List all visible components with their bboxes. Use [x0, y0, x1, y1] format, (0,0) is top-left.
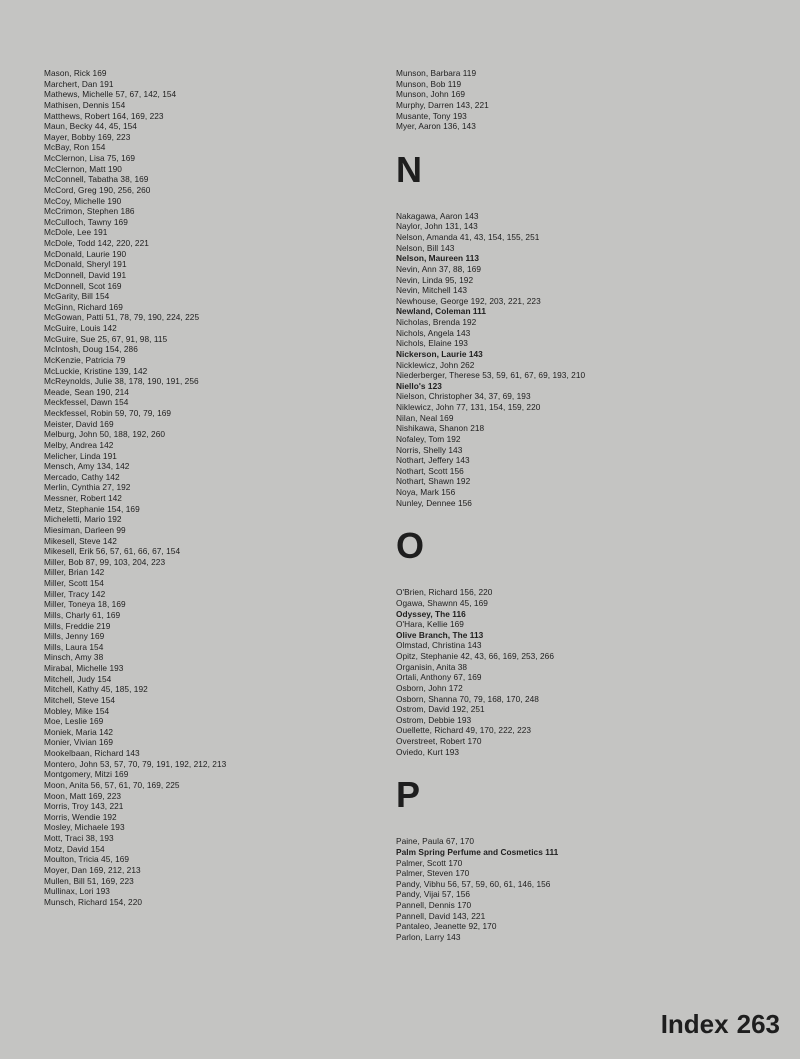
- index-entry: Meckfessel, Robin 59, 70, 79, 169: [44, 408, 172, 418]
- index-entry: Miller, Scott 154: [44, 578, 104, 588]
- index-entry: Monier, Vivian 169: [44, 737, 114, 748]
- index-entry: Metz, Stephanie 154, 169: [44, 503, 140, 514]
- index-entry: McCord, Greg 190, 256, 260: [44, 184, 151, 195]
- index-entry: Melicher, Linda 191: [44, 450, 117, 461]
- index-entry: Pannell, Dennis 170: [396, 900, 472, 910]
- index-entry: Matthews, Robert 164, 169, 223: [44, 110, 164, 121]
- index-entry: Mills, Jenny 169: [44, 631, 105, 642]
- index-entry: Ostrom, David 192, 251: [396, 704, 485, 715]
- index-entry: Mitchell, Judy 154: [44, 673, 112, 684]
- index-entry: Nunley, Dennee 156: [396, 497, 472, 508]
- index-entry: Munson, Barbara 119: [396, 68, 477, 78]
- index-entry: McDole, Lee 191: [44, 227, 108, 238]
- index-entry: McGowan, Patti 51, 78, 79, 190, 224, 225: [44, 312, 200, 323]
- section-letter-heading: P: [396, 774, 421, 816]
- index-entry: Nichols, Elaine 193: [396, 338, 468, 349]
- index-entry: Nevin, Mitchell 143: [396, 285, 468, 296]
- index-entry: McCulloch, Tawny 169: [44, 216, 128, 227]
- index-entry: Moon, Matt 169, 223: [44, 790, 122, 801]
- index-entry: Melburg, John 50, 188, 192, 260: [44, 429, 166, 440]
- index-entry: McGuire, Louis 142: [44, 323, 117, 333]
- index-entry: McDonald, Laurie 190: [44, 248, 127, 259]
- index-entry: Mills, Charly 61, 169: [44, 609, 121, 620]
- index-entry: Nilan, Neal 169: [396, 412, 454, 423]
- page-footer: [653, 1004, 780, 1044]
- index-entry: Miller, Bob 87, 99, 103, 204, 223: [44, 556, 166, 567]
- index-entry: Osborn, Shanna 70, 79, 168, 170, 248: [396, 693, 539, 704]
- index-entry: Munson, John 169: [396, 89, 466, 100]
- index-entry: Meister, David 169: [44, 418, 114, 429]
- index-entry: Mobley, Mike 154: [44, 705, 110, 716]
- index-entry: Myer, Aaron 136, 143: [396, 121, 476, 132]
- section-letter-heading: N: [396, 148, 422, 190]
- index-entry: Mikesell, Erik 56, 57, 61, 66, 67, 154: [44, 546, 181, 557]
- index-entry: Nakagawa, Aaron 143: [396, 210, 479, 221]
- index-entry: Pandy, Vijai 57, 156: [396, 889, 471, 900]
- index-entry: Meade, Sean 190, 214: [44, 386, 129, 397]
- index-entry: McGinn, Richard 169: [44, 301, 123, 312]
- index-entry: Mikesell, Steve 142: [44, 535, 117, 546]
- index-entry: Montgomery, Mitzi 169: [44, 769, 129, 780]
- index-entry: McDonnell, Scot 169: [44, 280, 122, 291]
- index-entry: Palmer, Steven 170: [396, 868, 470, 879]
- index-entry: Mullen, Bill 51, 169, 223: [44, 875, 134, 886]
- index-entry: Newland, Coleman 111: [396, 306, 486, 317]
- index-entry: Melby, Andrea 142: [44, 439, 114, 450]
- index-entry: McLuckie, Kristine 139, 142: [44, 365, 148, 376]
- index-entry: McDonnell, David 191: [44, 269, 127, 280]
- index-entry: Norris, Shelly 143: [396, 444, 463, 455]
- index-entry: McClernon, Matt 190: [44, 163, 122, 174]
- index-entry: Miller, Tracy 142: [44, 588, 106, 599]
- index-entry: Odyssey, The 116: [396, 608, 466, 619]
- index-entry: Mott, Traci 38, 193: [44, 833, 114, 843]
- index-entry: Niklewicz, John 77, 131, 154, 159, 220: [396, 402, 541, 412]
- index-entry: Nishikawa, Shanon 218: [396, 423, 485, 434]
- index-entry: McGarity, Bill 154: [44, 291, 110, 302]
- index-entry: Moon, Anita 56, 57, 61, 70, 169, 225: [44, 779, 180, 790]
- index-entry: Mullinax, Lori 193: [44, 886, 110, 897]
- index-entry: Nickerson, Laurie 143: [396, 348, 483, 359]
- index-entry: Nelson, Amanda 41, 43, 154, 155, 251: [396, 232, 540, 242]
- index-entry: Palm Spring Perfume and Cosmetics 111: [396, 846, 559, 857]
- index-entry: McGuire, Sue 25, 67, 91, 98, 115: [44, 333, 168, 344]
- index-entry: Opitz, Stephanie 42, 43, 66, 169, 253, 266: [396, 651, 555, 661]
- index-entry: Pannell, David 143, 221: [396, 910, 486, 921]
- index-entry: Mitchell, Steve 154: [44, 694, 116, 705]
- index-entry: McCrimon, Stephen 186: [44, 206, 135, 217]
- index-entry: Nicholas, Brenda 192: [396, 317, 477, 327]
- index-entry: Musante, Tony 193: [396, 110, 467, 121]
- index-entry: Organisin, Anita 38: [396, 661, 468, 672]
- index-entry: Ortali, Anthony 67, 169: [396, 672, 482, 683]
- index-entry: Morris, Wendie 192: [44, 811, 117, 822]
- index-entry: Naylor, John 131, 143: [396, 221, 478, 232]
- index-entry: Mayer, Bobby 169, 223: [44, 131, 131, 142]
- index-entry: Messner, Robert 142: [44, 493, 122, 503]
- index-entry: Nelson, Maureen 113: [396, 253, 480, 264]
- index-entry: Ouellette, Richard 49, 170, 222, 223: [396, 725, 532, 736]
- index-entry: Nofaley, Tom 192: [396, 433, 461, 444]
- index-entry: Moyer, Dan 169, 212, 213: [44, 864, 141, 875]
- index-entry: Moe, Leslie 169: [44, 716, 104, 727]
- index-entry: Nichols, Angela 143: [396, 327, 471, 338]
- index-entry: Osborn, John 172: [396, 682, 463, 693]
- index-entry: McKenzie, Patricia 79: [44, 354, 126, 365]
- index-entry: Mensch, Amy 134, 142: [44, 461, 130, 472]
- index-entry: Nicklewicz, John 262: [396, 359, 475, 370]
- index-entry: Motz, David 154: [44, 843, 105, 854]
- index-entry: Moulton, Tricia 45, 169: [44, 854, 130, 865]
- index-entry: Nelson, Bill 143: [396, 242, 455, 253]
- index-entry: Meckfessel, Dawn 154: [44, 397, 129, 408]
- index-entry: Murphy, Darren 143, 221: [396, 99, 489, 110]
- index-entry: Mills, Laura 154: [44, 641, 104, 652]
- index-entry: McIntosh, Doug 154, 286: [44, 344, 138, 355]
- index-entry: Pantaleo, Jeanette 92, 170: [396, 921, 497, 932]
- index-entry: Maun, Becky 44, 45, 154: [44, 121, 137, 132]
- index-entry: Mathisen, Dennis 154: [44, 99, 126, 110]
- index-entry: Miller, Toneya 18, 169: [44, 599, 126, 610]
- index-entry: Montero, John 53, 57, 70, 79, 191, 192, 212, 213: [44, 758, 227, 769]
- index-entry: Merlin, Cynthia 27, 192: [44, 482, 131, 493]
- footer-label: Index: [660, 1009, 729, 1039]
- index-entry: Miesiman, Darleen 99: [44, 524, 126, 535]
- index-entry: Moniek, Maria 142: [44, 726, 114, 737]
- index-entry: Mirabal, Michelle 193: [44, 663, 124, 673]
- index-entry: Mosley, Michaele 193: [44, 822, 125, 833]
- index-entry: O'Brien, Richard 156, 220: [396, 587, 493, 598]
- index-entry: Pandy, Vibhu 56, 57, 59, 60, 61, 146, 156: [396, 878, 551, 889]
- index-entry: Nothart, Jeffery 143: [396, 455, 470, 466]
- index-entry: Oviedo, Kurt 193: [396, 746, 460, 757]
- page-number: 263: [736, 1009, 780, 1039]
- index-entry: Nielson, Christopher 34, 37, 69, 193: [396, 391, 531, 402]
- index-entry: McDonald, Sheryl 191: [44, 259, 127, 270]
- section-letter-heading: O: [396, 525, 425, 567]
- index-entry: Ostrom, Debbie 193: [396, 714, 472, 725]
- index-entry: McConnell, Tabatha 38, 169: [44, 174, 149, 185]
- index-entry: Noya, Mark 156: [396, 487, 456, 497]
- index-entry: Paine, Paula 67, 170: [396, 836, 475, 847]
- index-entry: Niello's 123: [396, 380, 442, 391]
- index-entry: Mitchell, Kathy 45, 185, 192: [44, 684, 148, 695]
- index-entry: Overstreet, Robert 170: [396, 736, 482, 746]
- index-entry: McDole, Todd 142, 220, 221: [44, 238, 149, 248]
- index-entry: Nothart, Shawn 192: [396, 476, 471, 487]
- index-entry: Nevin, Ann 37, 88, 169: [396, 263, 482, 274]
- index-entry: Miller, Brian 142: [44, 567, 105, 578]
- index-entry: Mathews, Michelle 57, 67, 142, 154: [44, 89, 177, 100]
- index-entry: Nothart, Scott 156: [396, 465, 464, 476]
- index-entry: Mercado, Cathy 142: [44, 471, 120, 482]
- index-entry: McReynolds, Julie 38, 178, 190, 191, 256: [44, 376, 199, 387]
- index-entry: Olmstad, Christina 143: [396, 640, 482, 651]
- index-entry: McClernon, Lisa 75, 169: [44, 153, 136, 163]
- index-entry: McBay, Ron 154: [44, 142, 106, 153]
- index-entry: Munsch, Richard 154, 220: [44, 896, 143, 907]
- index-column-left: [44, 68, 374, 907]
- index-entry: Micheletti, Mario 192: [44, 514, 122, 525]
- index-entry: Nevin, Linda 95, 192: [396, 274, 474, 285]
- index-entry: McCoy, Michelle 190: [44, 195, 122, 206]
- index-entry: Marchert, Dan 191: [44, 78, 114, 89]
- index-entry: O'Hara, Kellie 169: [396, 619, 464, 630]
- index-entry: Munson, Bob 119: [396, 78, 462, 89]
- index-entry: Ogawa, Shawnn 45, 169: [396, 597, 488, 608]
- index-entry: Parlon, Larry 143: [396, 931, 461, 942]
- index-entry: Mason, Rick 169: [44, 68, 107, 78]
- index-entry: Niederberger, Therese 53, 59, 61, 67, 69, 193, 210: [396, 370, 586, 381]
- index-entry: Palmer, Scott 170: [396, 857, 463, 868]
- index-entry: Mookelbaan, Richard 143: [44, 748, 140, 758]
- index-entry: Mills, Freddie 219: [44, 620, 111, 631]
- index-entry: Minsch, Amy 38: [44, 652, 104, 663]
- index-entry: Newhouse, George 192, 203, 221, 223: [396, 295, 541, 306]
- index-entry: Olive Branch, The 113: [396, 629, 484, 640]
- index-column-right: [396, 68, 796, 943]
- index-entry: Morris, Troy 143, 221: [44, 801, 124, 812]
